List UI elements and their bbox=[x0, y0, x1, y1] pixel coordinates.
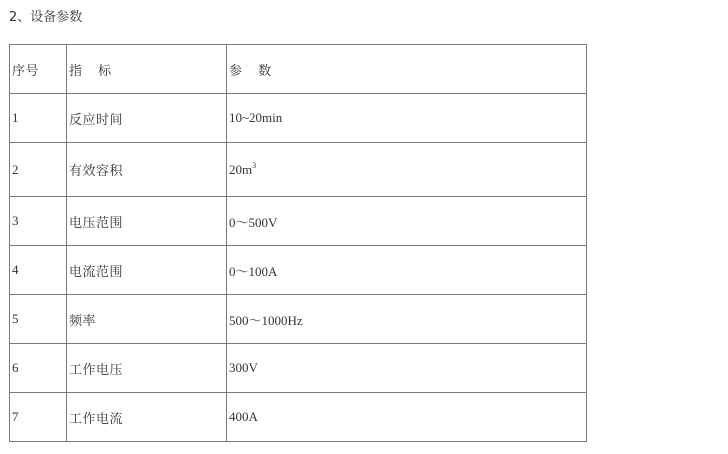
header-cell-number: 序号 bbox=[10, 45, 67, 94]
table-row bbox=[10, 94, 587, 143]
cell-value: 400A bbox=[227, 393, 587, 442]
cell-indicator: 工作电压 bbox=[67, 344, 227, 393]
cell-value: 300V bbox=[227, 344, 587, 393]
cell-number: 6 bbox=[10, 344, 67, 393]
cell-value: 10~20min bbox=[227, 94, 587, 143]
cell-indicator: 电流范围 bbox=[67, 246, 227, 295]
table-row bbox=[10, 143, 587, 197]
cell-number: 1 bbox=[10, 94, 67, 143]
section-heading: 2、设备参数 bbox=[9, 10, 83, 25]
table-row bbox=[10, 197, 587, 246]
cell-value: $20m^3$ bbox=[227, 143, 587, 197]
cell-indicator: 有效容积 bbox=[67, 143, 227, 197]
table-row bbox=[10, 295, 587, 344]
table-row bbox=[10, 393, 587, 442]
header-cell-value: 参 数 bbox=[227, 45, 587, 94]
cell-number: 7 bbox=[10, 393, 67, 442]
cell-indicator: 频率 bbox=[67, 295, 227, 344]
cell-number: 4 bbox=[10, 246, 67, 295]
cell-value: 0～100A bbox=[227, 246, 587, 295]
header-cell-indicator: 指 标 bbox=[67, 45, 227, 94]
cell-indicator: 电压范围 bbox=[67, 197, 227, 246]
cell-number: 2 bbox=[10, 143, 67, 197]
table-row bbox=[10, 246, 587, 295]
cell-indicator: 反应时间 bbox=[67, 94, 227, 143]
cell-value: 0～500V bbox=[227, 197, 587, 246]
table-row bbox=[10, 344, 587, 393]
cell-number: 3 bbox=[10, 197, 67, 246]
cell-number: 5 bbox=[10, 295, 67, 344]
cell-indicator: 工作电流 bbox=[67, 393, 227, 442]
cell-value: 500～1000Hz bbox=[227, 295, 587, 344]
parameters-table bbox=[9, 44, 587, 442]
table-header-row bbox=[10, 45, 587, 94]
unit-exponent: 3 bbox=[252, 160, 257, 170]
